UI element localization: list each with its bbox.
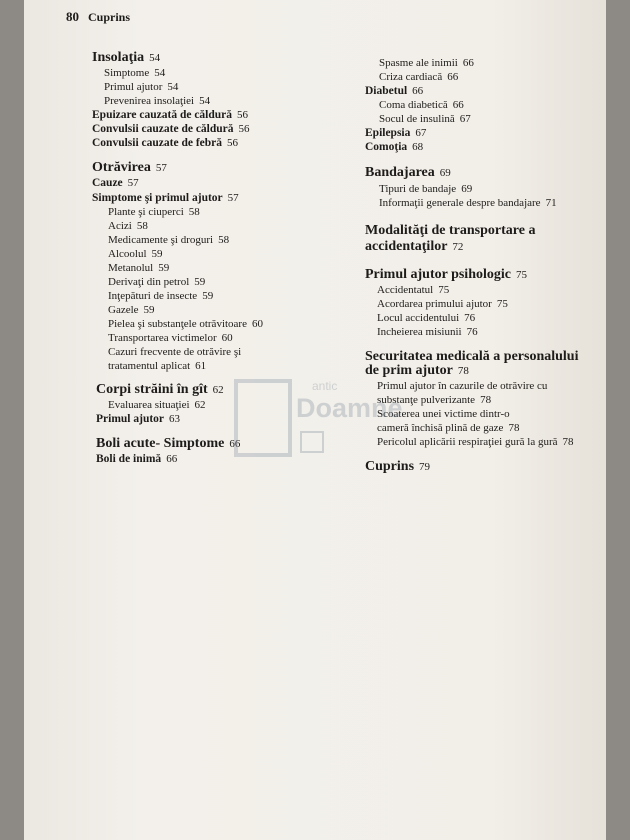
toc-entry bbox=[108, 290, 213, 302]
toc-entry-title: Criza cardiacă bbox=[379, 71, 443, 83]
toc-entry-title: Cazuri frecvente de otrăvire şi bbox=[108, 346, 242, 358]
running-title: Cuprins bbox=[88, 10, 131, 24]
toc-entry-title: Comoţia bbox=[365, 141, 408, 153]
toc-entry-page: 56 bbox=[238, 123, 250, 135]
toc-entry-page: 72 bbox=[452, 241, 464, 253]
toc-entry-title: Acordarea primului ajutor bbox=[377, 298, 492, 310]
toc-entry-page: 57 bbox=[227, 192, 239, 204]
toc-entry-page: 61 bbox=[195, 360, 207, 372]
toc-entry-title: Spasme ale inimii bbox=[379, 57, 458, 69]
toc-entry-page: 67 bbox=[459, 113, 471, 125]
toc-entry bbox=[377, 436, 574, 448]
toc-entry bbox=[96, 382, 224, 397]
toc-entry-title: Epuizare cauzată de căldură bbox=[92, 109, 233, 121]
toc-entry-page: 57 bbox=[127, 177, 139, 189]
toc-entry-page: 75 bbox=[496, 298, 508, 310]
toc-entry bbox=[365, 85, 423, 98]
toc-entry bbox=[377, 312, 475, 324]
toc-entry-page: 69 bbox=[461, 183, 473, 195]
toc-entry bbox=[108, 262, 169, 274]
toc-entry-page: 62 bbox=[212, 384, 224, 396]
toc-entry-title: Acizi bbox=[108, 220, 132, 232]
toc-entry bbox=[108, 399, 206, 411]
toc-entry-title: Medicamente şi droguri bbox=[108, 234, 214, 246]
toc-entry bbox=[108, 346, 241, 358]
toc-entry-page: 67 bbox=[415, 127, 427, 139]
toc-entry-title: Gazele bbox=[108, 304, 139, 316]
toc-entry-page: 66 bbox=[447, 71, 459, 83]
toc-entry-title: Plante şi ciuperci bbox=[108, 206, 184, 218]
toc-entry-title: Simptome bbox=[104, 67, 150, 79]
toc-entry-title: Bandajarea bbox=[365, 165, 435, 180]
toc-entry bbox=[108, 248, 163, 260]
toc-entry-page: 63 bbox=[169, 413, 181, 425]
toc-entry-title: Alcoolul bbox=[108, 248, 147, 260]
book-page bbox=[24, 0, 606, 840]
watermark-frame bbox=[234, 379, 292, 457]
toc-entry bbox=[108, 360, 206, 372]
toc-entry-title: Coma diabetică bbox=[379, 99, 448, 111]
toc-entry bbox=[108, 276, 205, 288]
toc-entry bbox=[379, 113, 471, 125]
toc-entry bbox=[365, 165, 451, 180]
toc-entry-page: 68 bbox=[412, 141, 424, 153]
toc-entry-page: 60 bbox=[221, 332, 233, 344]
toc-entry bbox=[108, 220, 148, 232]
toc-entry-title: Insolaţia bbox=[92, 50, 145, 65]
toc-entry-title: Transportarea victimelor bbox=[108, 332, 217, 344]
toc-entry-title: substanţe pulverizante bbox=[377, 394, 476, 406]
toc-entry bbox=[108, 318, 263, 330]
toc-entry-page: 59 bbox=[143, 304, 155, 316]
toc-entry bbox=[365, 239, 463, 254]
toc-entry-title: Convulsii cauzate de căldură bbox=[92, 123, 234, 135]
toc-entry-title: Modalităţi de transportare a bbox=[365, 223, 536, 238]
toc-entry-title: Primul ajutor psihologic bbox=[365, 267, 511, 282]
toc-entry-page: 75 bbox=[438, 284, 450, 296]
toc-entry bbox=[365, 223, 535, 238]
toc-entry bbox=[96, 413, 180, 426]
toc-entry bbox=[104, 95, 210, 107]
toc-entry-title: Otrăvirea bbox=[92, 160, 151, 175]
watermark-big-text: Doamne bbox=[296, 393, 403, 423]
toc-entry-page: 66 bbox=[462, 57, 474, 69]
toc-entry-page: 78 bbox=[562, 436, 574, 448]
toc-entry bbox=[92, 160, 167, 175]
toc-entry-page: 58 bbox=[136, 220, 148, 232]
toc-entry-title: Locul accidentului bbox=[377, 312, 460, 324]
toc-entry bbox=[377, 408, 510, 420]
toc-entry-title: Primul ajutor bbox=[104, 81, 163, 93]
toc-entry-title: Metanolul bbox=[108, 262, 154, 274]
toc-entry-title: accidentaţilor bbox=[365, 239, 448, 254]
toc-entry-page: 54 bbox=[149, 52, 161, 64]
toc-entry-page: 54 bbox=[199, 95, 211, 107]
toc-entry-page: 58 bbox=[218, 234, 230, 246]
toc-entry-page: 56 bbox=[227, 137, 239, 149]
toc-entry-title: Incheierea misiunii bbox=[377, 326, 462, 338]
toc-entry-title: Pielea şi substanţele otrăvitoare bbox=[108, 318, 247, 330]
toc-entry-title: Pericolul aplicării respiraţiei gură la gură bbox=[377, 436, 558, 448]
toc-entry-page: 75 bbox=[515, 269, 527, 281]
toc-entry-page: 66 bbox=[412, 85, 424, 97]
toc-entry bbox=[377, 326, 478, 338]
toc-entry bbox=[377, 422, 519, 434]
toc-entry bbox=[92, 123, 250, 136]
toc-entry-title: Cauze bbox=[92, 177, 123, 189]
toc-entry bbox=[104, 67, 165, 79]
toc-entry bbox=[92, 137, 238, 150]
page-number: 80 bbox=[66, 9, 79, 24]
toc-entry-title: Boli acute- Simptome bbox=[96, 436, 225, 451]
toc-entry-page: 54 bbox=[154, 67, 166, 79]
toc-entry bbox=[108, 206, 200, 218]
toc-entry-title: Diabetul bbox=[365, 85, 408, 97]
toc-entry bbox=[365, 267, 527, 282]
toc-entry bbox=[92, 177, 139, 190]
toc-entry-title: Tipuri de bandaje bbox=[379, 183, 457, 195]
toc-entry bbox=[365, 141, 423, 154]
toc-entry-page: 66 bbox=[452, 99, 464, 111]
toc-entry bbox=[377, 380, 547, 392]
watermark-small-text: antic bbox=[312, 379, 338, 393]
page-header bbox=[66, 9, 130, 25]
toc-entry-title: de prim ajutor bbox=[365, 363, 453, 378]
toc-entry-title: Socul de insulină bbox=[379, 113, 455, 125]
toc-entry bbox=[365, 363, 469, 378]
toc-entry bbox=[365, 127, 426, 140]
toc-entry bbox=[377, 394, 491, 406]
toc-entry-page: 71 bbox=[545, 197, 557, 209]
toc-entry-page: 78 bbox=[457, 365, 469, 377]
toc-entry bbox=[379, 197, 557, 209]
toc-entry bbox=[92, 50, 160, 65]
toc-entry-page: 54 bbox=[167, 81, 179, 93]
toc-entry-page: 76 bbox=[464, 312, 476, 324]
toc-entry-page: 69 bbox=[439, 167, 451, 179]
toc-entry-title: Simptome şi primul ajutor bbox=[92, 192, 223, 204]
toc-entry-page: 79 bbox=[419, 461, 431, 473]
toc-entry-title: Accidentatul bbox=[377, 284, 434, 296]
toc-entry-title: Primul ajutor în cazurile de otrăvire cu bbox=[377, 380, 548, 392]
toc-entry-title: Prevenirea insolaţiei bbox=[104, 95, 195, 107]
toc-entry-title: Epilepsia bbox=[365, 127, 411, 139]
toc-entry-page: 78 bbox=[480, 394, 492, 406]
toc-entry-page: 76 bbox=[466, 326, 478, 338]
toc-entry-page: 78 bbox=[508, 422, 520, 434]
toc-entry-title: Corpi străini în gît bbox=[96, 382, 208, 397]
toc-entry-title: Primul ajutor bbox=[96, 413, 165, 425]
toc-entry-title: cameră închisă plină de gaze bbox=[377, 422, 504, 434]
toc-entry-page: 60 bbox=[251, 318, 263, 330]
toc-entry-title: Inţepături de insecte bbox=[108, 290, 198, 302]
books-icon bbox=[300, 431, 324, 453]
toc-entry-page: 56 bbox=[237, 109, 249, 121]
toc-entry-title: Securitatea medicală a personalului bbox=[365, 349, 579, 364]
toc-entry-page: 57 bbox=[155, 162, 167, 174]
toc-entry bbox=[96, 453, 177, 466]
toc-entry bbox=[379, 71, 458, 83]
toc-entry-title: Convulsii cauzate de febră bbox=[92, 137, 223, 149]
toc-entry-title: Evaluarea situaţiei bbox=[108, 399, 190, 411]
toc-entry bbox=[92, 109, 248, 122]
toc-entry-page: 62 bbox=[194, 399, 206, 411]
toc-entry bbox=[92, 192, 239, 205]
toc-entry bbox=[379, 183, 472, 195]
toc-entry-title: Cuprins bbox=[365, 459, 415, 474]
toc-entry bbox=[96, 436, 240, 451]
toc-entry-title: tratamentul aplicat bbox=[108, 360, 191, 372]
toc-entry-title: Scoaterea unei victime dintr-o bbox=[377, 408, 510, 420]
toc-entry bbox=[104, 81, 178, 93]
toc-entry bbox=[379, 99, 464, 111]
toc-entry bbox=[377, 284, 449, 296]
toc-entry bbox=[377, 298, 508, 310]
toc-entry-page: 66 bbox=[229, 438, 241, 450]
toc-entry-page: 58 bbox=[188, 206, 200, 218]
toc-entry bbox=[365, 459, 430, 474]
toc-entry-title: Boli de inimă bbox=[96, 453, 162, 465]
toc-entry-page: 59 bbox=[158, 262, 170, 274]
toc-entry bbox=[108, 304, 155, 316]
toc-entry-page: 66 bbox=[166, 453, 178, 465]
toc-entry-page: 59 bbox=[151, 248, 163, 260]
toc-entry-title: Informaţii generale despre bandajare bbox=[379, 197, 541, 209]
toc-entry bbox=[108, 234, 229, 246]
toc-entry-page: 59 bbox=[194, 276, 206, 288]
toc-entry bbox=[108, 332, 233, 344]
toc-entry-page: 59 bbox=[202, 290, 214, 302]
toc-entry-title: Derivaţi din petrol bbox=[108, 276, 190, 288]
toc-entry bbox=[379, 57, 474, 69]
